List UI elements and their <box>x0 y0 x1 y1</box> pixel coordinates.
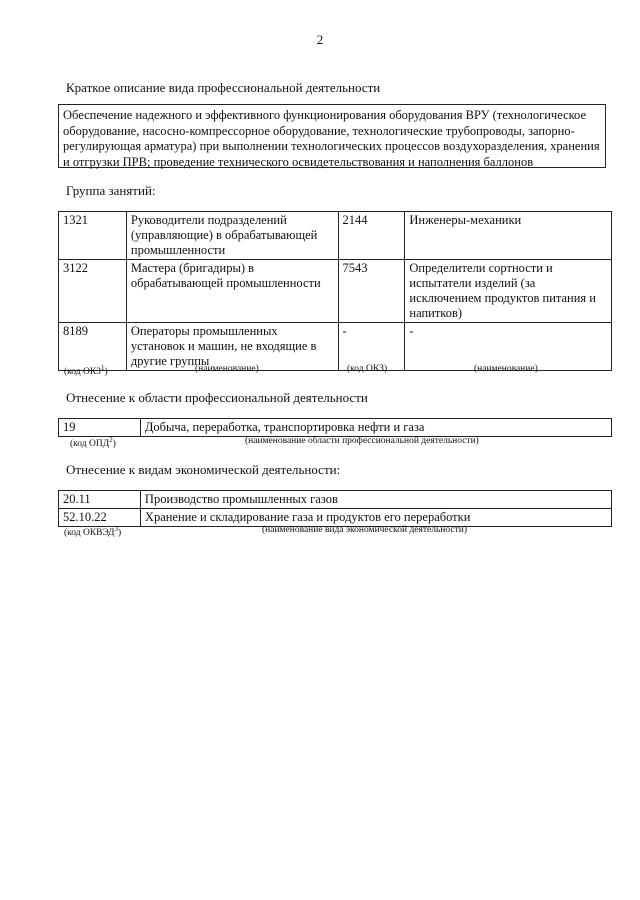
okz-name-caption: (наименование) <box>195 364 259 374</box>
page-number: 2 <box>316 32 324 47</box>
occupations-table <box>58 211 612 371</box>
okz-name-cell: Руководители подразделений (управляющие) в обрабатывающей промышленности <box>126 212 338 260</box>
table-row <box>59 419 612 437</box>
caption-text: ) <box>112 439 116 450</box>
caption-text: ) <box>117 528 122 539</box>
okz-name-cell: Определители сортности и испытатели изделий (за исключением продуктов питания и напитков) <box>405 260 612 323</box>
opd-name-cell: Добыча, переработка, транспортировка нефти и газа <box>140 419 611 437</box>
okved-table <box>58 490 612 527</box>
opd-name-caption: (наименование области профессиональной деятельности) <box>245 436 479 446</box>
opd-code-cell: 19 <box>59 419 141 437</box>
okz-name-cell: - <box>405 323 612 371</box>
table-row <box>59 212 612 260</box>
footnote-mark: 1 <box>100 364 105 372</box>
table-row <box>59 509 612 527</box>
okved-code-cell: 20.11 <box>59 491 141 509</box>
okz-name-cell: Мастера (бригадиры) в обрабатывающей промышленности <box>126 260 338 323</box>
okved-name-cell: Хранение и складирование газа и продуктов его переработки <box>140 509 611 527</box>
okz-name-cell: Операторы промышленных установок и машин, не входящие в другие группы <box>126 323 338 371</box>
okz-code-cell: 3122 <box>59 260 127 323</box>
footnote-mark: 3 <box>114 525 118 533</box>
table-row <box>59 260 612 323</box>
okz-code-cell: 2144 <box>338 212 405 260</box>
okz-code-cell: 1321 <box>59 212 127 260</box>
description-box <box>58 104 606 168</box>
table-row <box>59 491 612 509</box>
okved-name-cell: Производство промышленных газов <box>140 491 611 509</box>
opd-heading: Отнесение к области профессиональной деятельности <box>66 390 368 405</box>
okz-name-cell: Инженеры-механики <box>405 212 612 260</box>
okz-name-caption-2: (наименование) <box>474 364 538 374</box>
caption-text: ) <box>104 367 108 378</box>
okz-code-cell: 8189 <box>59 323 127 371</box>
okved-code-cell: 52.10.22 <box>59 509 141 527</box>
footnote-mark: 2 <box>109 436 113 444</box>
okz-code-caption <box>64 364 108 377</box>
okved-name-caption: (наименование вида экономической деятельности) <box>262 525 467 535</box>
caption-text: (код ОПД <box>70 439 110 450</box>
okved-code-caption <box>64 525 121 538</box>
opd-code-caption <box>70 436 116 449</box>
description-heading: Краткое описание вида профессиональной деятельности <box>66 80 381 95</box>
occupations-heading: Группа занятий: <box>66 183 156 198</box>
description-text: Обеспечение надежного и эффективного функционирования оборудования ВРУ (технологическое оборудование, насосно-компрессорное оборудование, технологические трубопроводы, запорно-регулирующая арматура) при выполнении технологических процессов воздухоразделения, хранения и отгрузки ПРВ; проведение технического освидетельствования и наполнения баллонов <box>63 108 600 169</box>
opd-table <box>58 418 612 437</box>
caption-text: (код ОКВЭД <box>64 528 115 539</box>
okved-heading: Отнесение к видам экономической деятельности: <box>66 462 341 477</box>
okz-code-caption-2: (код ОКЗ) <box>347 364 388 374</box>
okz-code-cell: 7543 <box>338 260 405 323</box>
caption-text: (код ОКЗ <box>64 367 101 378</box>
okz-code-cell: - <box>338 323 405 371</box>
